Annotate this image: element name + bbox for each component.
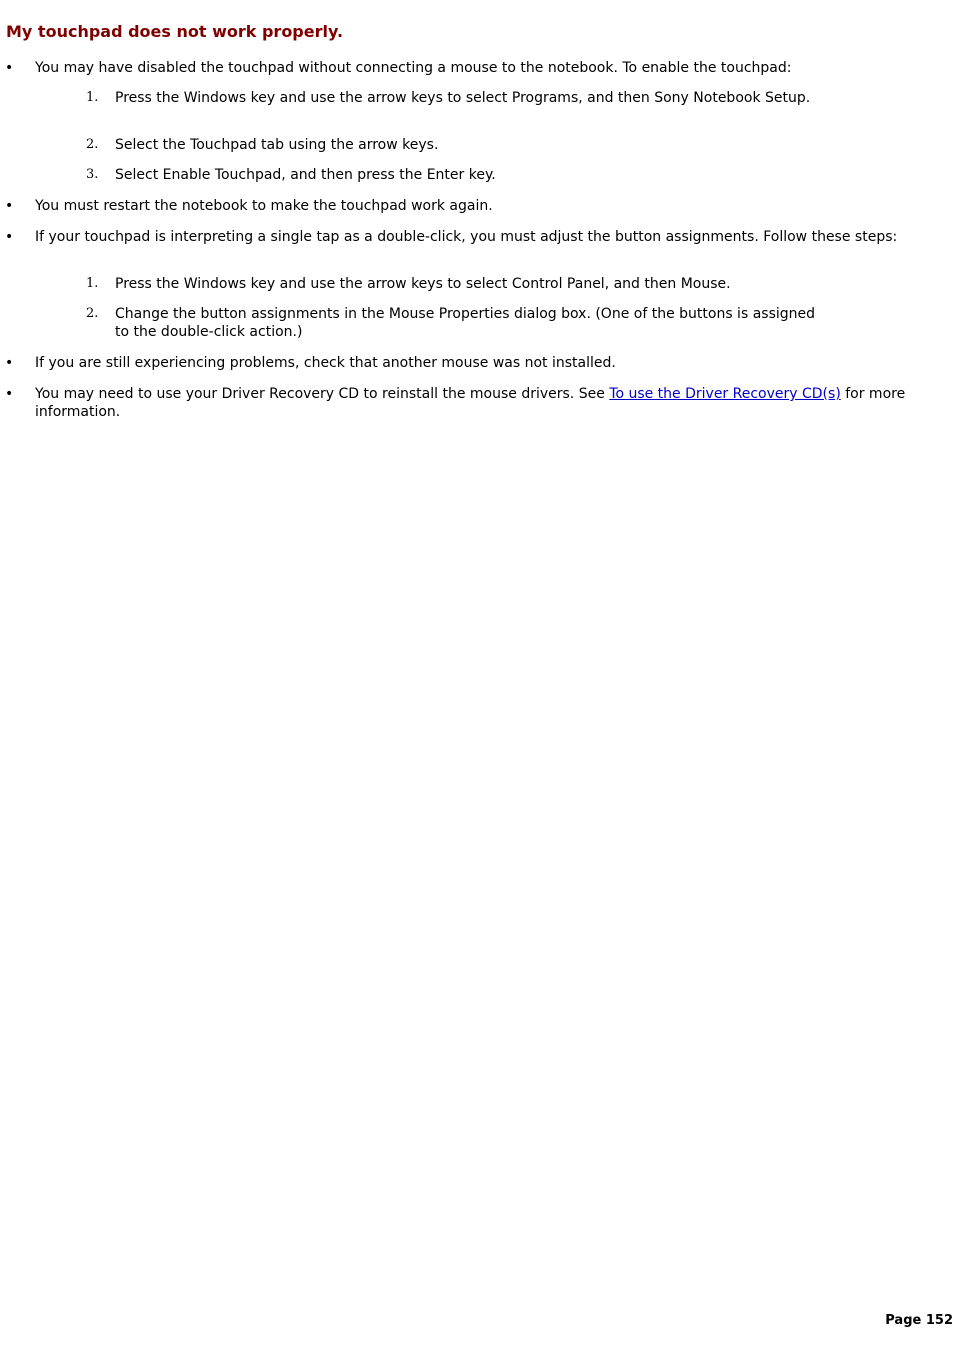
list-item	[0, 354, 954, 372]
step-text: Select Enable Touchpad, and then press the Enter key.	[115, 167, 496, 183]
bullet-glyph: •	[5, 386, 14, 402]
step-text: Press the Windows key and use the arrow keys to select Control Panel, and then Mouse.	[115, 276, 731, 292]
step-item	[0, 166, 954, 184]
step-number: 1.	[86, 276, 99, 291]
list-item-text	[35, 385, 915, 421]
list-item-text: You must restart the notebook to make the touchpad work again.	[35, 198, 493, 214]
list-item-text: If your touchpad is interpreting a single tap as a double-click, you must adjust the button assignments. Follow these steps:	[35, 229, 898, 245]
bullet-glyph: •	[5, 355, 14, 371]
bullet-glyph: •	[5, 198, 14, 214]
bullet-glyph: •	[5, 229, 14, 245]
list-item	[0, 228, 954, 264]
step-item	[0, 136, 954, 154]
list-item	[0, 385, 954, 421]
page-title: My touchpad does not work properly.	[6, 22, 344, 41]
list-item-text: You may have disabled the touchpad without connecting a mouse to the notebook. To enable the touchpad:	[35, 60, 792, 76]
list-item	[0, 59, 954, 77]
step-item	[0, 275, 954, 293]
driver-recovery-link[interactable]: To use the Driver Recovery CD(s)	[609, 386, 841, 402]
step-text: Select the Touchpad tab using the arrow keys.	[115, 137, 439, 153]
list-item-text-start: You may need to use your Driver Recovery CD to reinstall the mouse drivers. See	[35, 386, 610, 402]
step-number: 1.	[86, 90, 99, 105]
list-item-text-end: for more information.	[35, 386, 906, 420]
step-text: Change the button assignments in the Mouse Properties dialog box. (One of the buttons is assigned to the double-click action.)	[115, 306, 816, 340]
list-item-text: If you are still experiencing problems, check that another mouse was not installed.	[35, 355, 616, 371]
list-item	[0, 197, 954, 215]
step-number: 2.	[86, 137, 99, 152]
step-item	[0, 305, 954, 341]
step-number: 2.	[86, 306, 99, 321]
step-item	[0, 89, 954, 125]
page-number: Page 152	[885, 1313, 953, 1328]
step-text: Press the Windows key and use the arrow keys to select Programs, and then Sony Notebook Setup.	[115, 90, 811, 106]
step-number: 3.	[86, 167, 99, 182]
bullet-glyph: •	[5, 60, 14, 76]
